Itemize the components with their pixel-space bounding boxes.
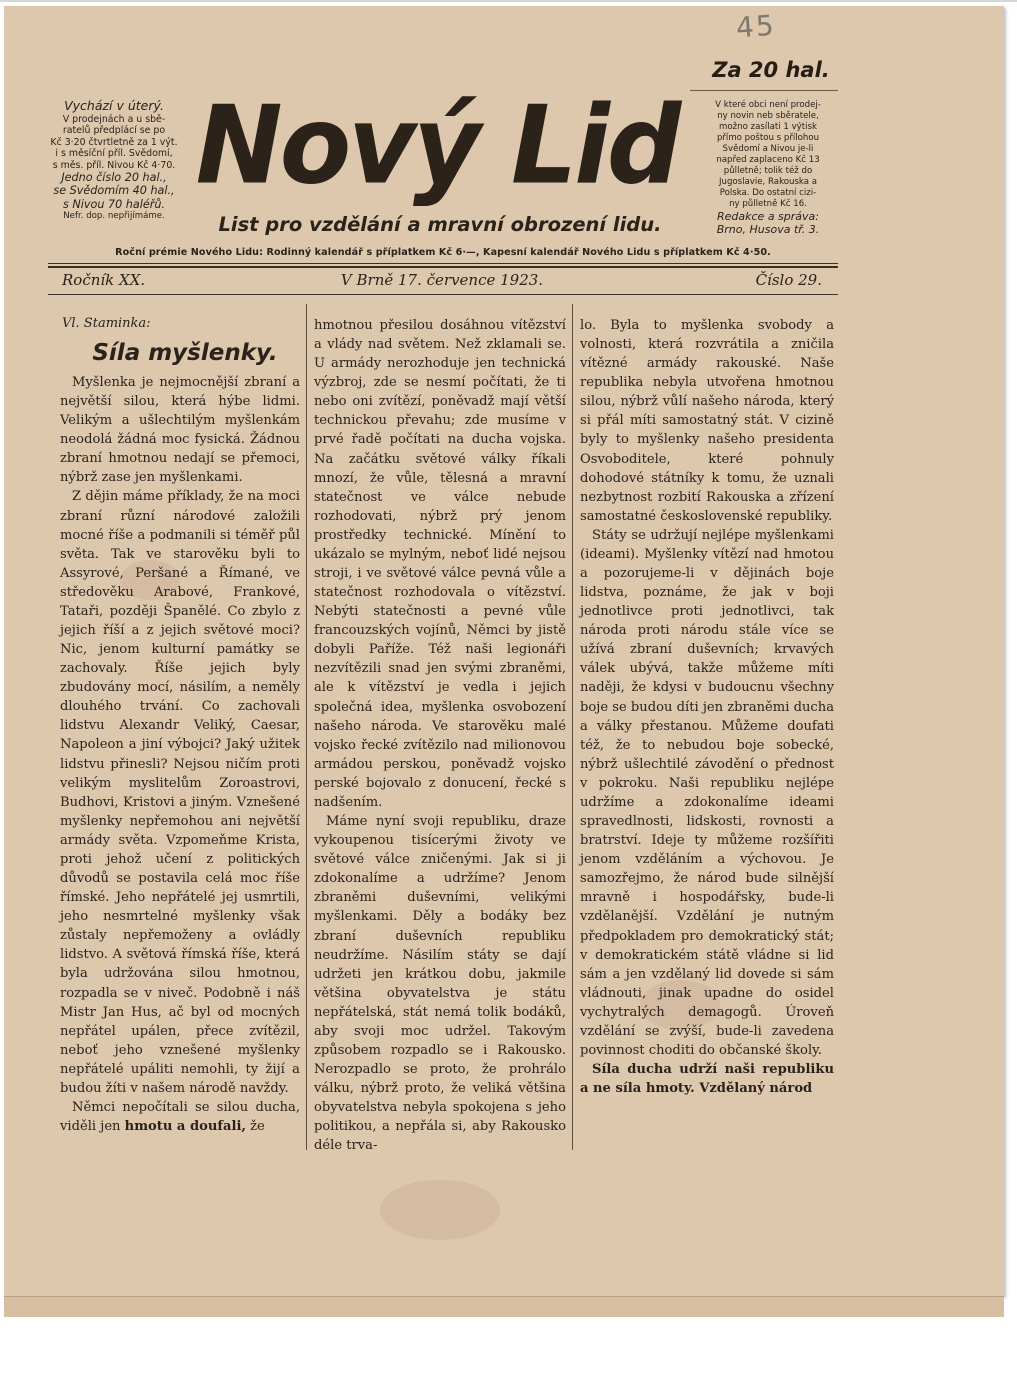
subscription-line: s měs. příl. Nivou Kč 4·70. bbox=[52, 159, 176, 171]
annual-premium-notice: Roční prémie Nového Lidu: Rodinný kalendář s příplatkem Kč 6·—, Kapesní kalendář Nového Lidu s příplatkem Kč 4·50. bbox=[115, 247, 771, 258]
subscription-info-right bbox=[700, 100, 836, 236]
divider bbox=[48, 294, 838, 295]
article-column-3 bbox=[580, 316, 834, 1098]
info-line: ny novin neb sběratele, bbox=[717, 111, 819, 121]
paragraph: hmotnou přesilou dosáhnou vítězství a vlády nad světem. Než zklamali se. U armády nerozhoduje jen technická výzbroj, zde se nesmí počítati, že ti nebo oni zvítězí, poněvadž mají větší technickou převahu; zde musíme v prvé řadě počítati na ducha vojska. Na začátku světové války říkali mnozí, že vůle, tělesná a mravní statečnost ve válce nebude rozhodovati, nýbrž prý jenom prostředky technické. Mínění to ukázalo se mylným, neboť lidé nejsou stroji, i ve světové válce pevná vůle a statečnost rozhodovala o vítězství. Nebýti statečnosti a pevné vůle francouzských vojínů, Němci by jistě dobyli Paříže. Též naši legionáři nezvítězili snad jen svými zbraněmi, ale k vítězství je vedla i jejich společná idea, myšlenka osvobození našeho národa. Ve starověku malé vojsko řecké zvítězilo nad milionovou armádou perskou, poněvadž vojsko perské bojovalo z donucení, řecké s nadšením. bbox=[314, 318, 566, 810]
price-line: se Svědomím 40 hal., bbox=[53, 184, 175, 198]
scan-edge bbox=[0, 0, 1017, 2]
article-title: Síla myšlenky. bbox=[92, 340, 278, 366]
divider bbox=[690, 90, 838, 91]
info-line: Jugoslavie, Rakouska a bbox=[718, 177, 818, 187]
info-line: napřed zaplaceno Kč 13 bbox=[716, 155, 820, 165]
paper-stain bbox=[380, 1180, 500, 1240]
paragraph: Státy se udržují nejlépe myšlenkami (ideami). Myšlenky vítězí nad hmotou a pozorujeme-li v dějinách boje lidstva, poznáme, že jak v boji jednotlivce proti jednotlivci, tak národa proti národu stále více se užívá zbraní duševních; krvavých válek ubývá, takže můžeme míti naději, že kdysi v budoucnu všechny boje se budou díti jen zbraněmi ducha a války přestanou. Můžeme doufati též, že to nebudou boje sobecké, nýbrž ušlechtilé závodění o přednost v pokroku. Naši republiku nejlépe udržíme a zdokonalíme ideami spravedlnosti, lidskosti, rovnosti a bratrství. Ideje ty můžeme rozšířiti jenom vzděláním a výchovou. Je samozřejmo, že národ bude silnější mravně i hospodářsky, bude-li vzdělanější. Vzdělání je nutným předpokladem pro demokratický stát; v demokratickém státě vládne si lid sám a jen vzdělaný lid dovede si sám vládnouti, jinak upadne do osidel vychytralých demagogů. Úroveň vzdělání se zvýší, bude-li zavedena povinnost choditi do občanské školy. bbox=[580, 527, 834, 1058]
price-line: s Nivou 70 haléřů. bbox=[63, 197, 165, 211]
price-line: Jedno číslo 20 hal., bbox=[61, 171, 167, 185]
info-line: možno zasílati 1 výtisk bbox=[719, 122, 817, 132]
issue-number: Číslo 29. bbox=[755, 271, 822, 289]
emphasis: Síla ducha udrží naši republiku a ne síla hmoty. Vzdělaný národ bbox=[580, 1062, 834, 1097]
masthead-title: Nový Lid bbox=[195, 81, 679, 209]
info-line: Svědomí a Nivou je-li bbox=[722, 144, 814, 154]
masthead-subtitle: List pro vzdělání a mravní obrození lidu. bbox=[218, 213, 662, 236]
divider bbox=[48, 263, 838, 264]
pencil-note: 45 bbox=[734, 8, 777, 45]
paragraph: Myšlenka je nejmocnější zbraní a největší silou, která hýbe lidmi. Velikým a ušlechtilým myšlenkám neodolá žádná moc fysická. Žádnou zbraní hmotnou nedají se přemoci, nýbrž zase jen myšlenkami. bbox=[60, 375, 300, 486]
letters-note: Nefr. dop. nepřijímáme. bbox=[63, 211, 165, 222]
info-line: V které obci není prodej- bbox=[715, 100, 821, 110]
emphasis: hmotu a doufali, bbox=[124, 1119, 246, 1135]
issue-line bbox=[62, 271, 822, 291]
info-line: Polska. Do ostatní cizi- bbox=[719, 188, 817, 198]
subscription-line: V prodejnách a u sbě- bbox=[62, 114, 166, 125]
divider bbox=[48, 266, 838, 268]
issue-date: V Brně 17. července 1923. bbox=[340, 271, 544, 289]
paragraph: lo. Byla to myšlenka svobody a volnosti, která rozvrátila a zničila vítězné armády rakouské. Naše republika nebyla utvořena hmotnou silou, nýbrž vůlí našeho národa, který si přál míti samostatný stát. V cizině byly to myšlenky našeho presidenta Osvoboditele, které pohnuly dohodové státníky k tomu, že uznali nezbytnost rozbití Rakouska a zřízení samostatné československé republiky. bbox=[580, 318, 834, 524]
info-line: přímo poštou s přílohou bbox=[716, 133, 820, 143]
info-line: půlletně; tolik též do bbox=[723, 166, 813, 176]
editorial-address: Redakce a správa: bbox=[717, 210, 819, 223]
price-label: Za 20 hal. bbox=[712, 58, 830, 82]
publication-day: Vychází v úterý. bbox=[64, 98, 164, 113]
editorial-address: Brno, Husova tř. 3. bbox=[716, 223, 820, 236]
paragraph-text: že bbox=[245, 1119, 265, 1135]
paragraph bbox=[580, 1060, 834, 1098]
subscription-line: ratelů předplácí se po bbox=[62, 125, 166, 137]
article-column-2 bbox=[314, 316, 566, 1155]
paragraph bbox=[60, 1098, 300, 1136]
column-divider bbox=[306, 304, 307, 1150]
paragraph: Máme nyní svoji republiku, draze vykoupenou tisícerými životy ve světové válce zničenými. Jak si ji zdokonalíme a udržíme? Jenom zbraněmi duševními, velikými myšlenkami. Děly a bodáky bez zbraní duševních republiku neudržíme. Násilím státy se dají udržeti jen krátkou dobu, jakmile většina obyvatelstva je státu nepřátelská, stát nemá tolik bodáků, aby svoji moc udržel. Takovým způsobem rozpadlo se i Rakousko. Nerozpadlo se proto, že prohrálo válku, nýbrž proto, že veliká většina obyvatelstva nebyla spokojena s jeho politikou, a nepřála si, aby Rakousko déle trva- bbox=[314, 814, 566, 1154]
subscription-line: i s měsíční příl. Svědomí, bbox=[55, 148, 173, 160]
subscription-info-left bbox=[48, 98, 180, 222]
info-line: ny půlletně Kč 16. bbox=[729, 199, 807, 209]
paragraph-text: Němci nepočítali se silou ducha, viděli jen bbox=[60, 1099, 300, 1135]
paragraph: Z dějin máme příklady, že na moci zbraní různí národové založili mocné říše a podmanili si téměř půl světa. Tak ve starověku byli to Assyrové, Peršané a Římané, ve středověku Arabové, Frankové, Tataři, později Španělé. Co zbylo z jejich říší a z jejich světové moci? Nic, jenom kulturní památky se zachovaly. Říše jejich byly zbudovány mocí, násilím, a neměly dlouhého trvání. Co zachovali lidstvu Alexandr Veliký, Caesar, Napoleon a jiní výbojci? Jaký užitek lidstvu přinesli? Nejsou ničím proti velikým myslitelům Zoroastrovi, Budhovi, Kristovi a jiným. Vznešené myšlenky nepřemohou ani největší armády světa. Vzpomeňme Krista, proti jehož učení z politických důvodů se postavila celá moc říše římské. Jeho nepřátelé jej usmrtili, jeho nesmrtelné myšlenky však zůstaly nepřemoženy a ovládly lidstvo. A světová římská říše, která byla udržována silou hmotnou, rozpadla se v niveč. Podobně i náš Mistr Jan Hus, ač byl od mocných nepřátel upálen, přece zvítězil, neboť jeho vznešené myšlenky nepřátelé upáliti nemohli, ty žijí a budou žíti v našem národě navždy. bbox=[60, 489, 300, 1096]
article-column-1 bbox=[60, 373, 300, 1136]
article-author: Vl. Staminka: bbox=[62, 316, 151, 331]
subscription-line: Kč 3·20 čtvrtletně za 1 výt. bbox=[50, 136, 178, 148]
column-divider bbox=[572, 304, 573, 1150]
folded-page-edge bbox=[4, 1296, 1004, 1317]
volume-number: Ročník XX. bbox=[62, 271, 146, 289]
